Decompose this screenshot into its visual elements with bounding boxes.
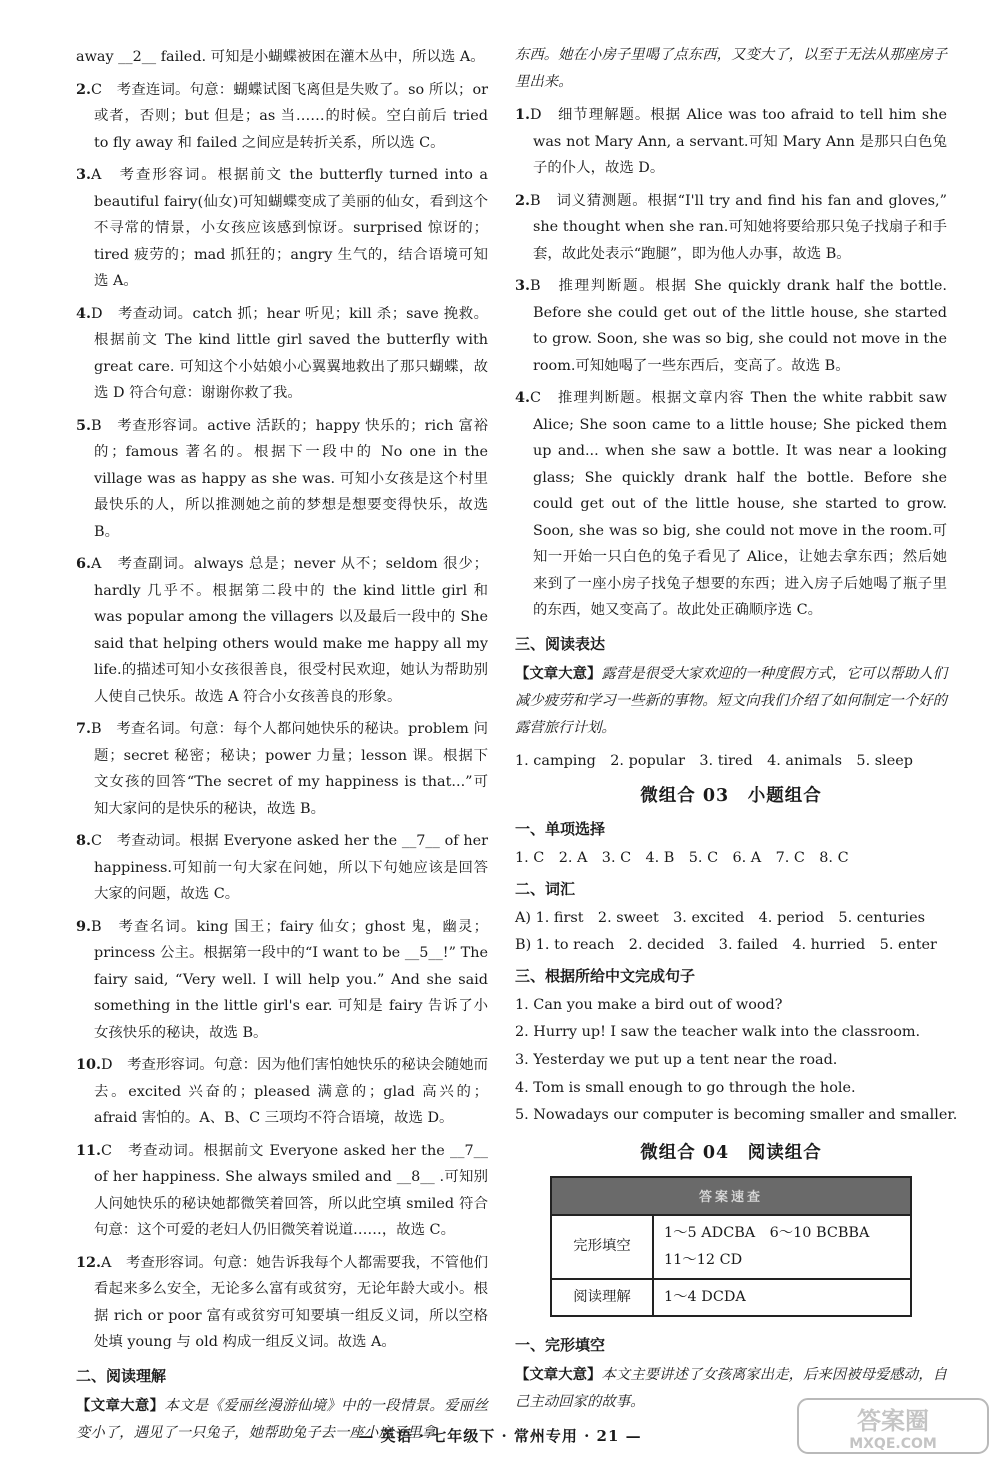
answer-item: [76, 301, 493, 407]
table-row-label: 阅读理解: [551, 1279, 653, 1316]
group-04-title: 微组合 04 阅读组合: [640, 1142, 822, 1163]
answer-number: 4.: [515, 389, 531, 406]
svg-text:答案圈: 答案圈: [857, 1407, 929, 1435]
answer-number: 10.: [76, 1056, 102, 1073]
section-heading-cloze: 一、完形填空: [515, 1335, 606, 1354]
answer-number: 6.: [76, 555, 92, 572]
answer-number: 12.: [76, 1253, 102, 1271]
answer-explanation: B 考查名词。句意：每个人都问她快乐的秘诀。problem 问题；secret 秘密；秘诀；power 力量；lesson 课。根据下文女孩的回答“The secret of my happiness is that...”可知大家问的是快乐的秘诀，故选 B。: [91, 721, 488, 817]
answer-explanation: D 考查形容词。句意：因为他们害怕她快乐的秘诀会随她而去。excited 兴奋的；pleased 满意的；glad 高兴的；afraid 害怕的。A、B、C 三项均不符合语境，故选 D。: [94, 1057, 488, 1126]
answer-explanation: D 细节理解题。根据 Alice was too afraid to tell him she was not Mary Ann, a servant.可知 Mary Ann 是那只白色兔子的仆人，故选 D。: [530, 107, 952, 176]
answer-number: 3.: [515, 277, 531, 294]
summary-label: 【文章大意】: [515, 664, 602, 682]
translation-answer-list: [515, 992, 958, 1130]
watermark-logo: [790, 1395, 995, 1457]
answer-explanation: C 考查动词。根据前文 Everyone asked her the __7__ of her happiness. She always smiled and __8__ .可知别人问她快乐的秘诀她都微笑着回答，所以此空填 smiled 符合句意：这个可爱的老妇人仍旧微笑着说道……，故选 C。: [94, 1142, 493, 1238]
section-heading-single-choice: 一、单项选择: [515, 820, 606, 839]
answer-number: 9.: [76, 917, 92, 935]
left-paragraph-intro: away __2__ failed. 可知是小蝴蝶被困在灌木丛中，所以选 A。: [76, 49, 485, 65]
article-summary-camping: [515, 660, 947, 742]
answer-item: [515, 102, 952, 182]
answer-item: [76, 1250, 488, 1356]
answer-explanation: B 推理判断题。根据 She quickly drank half the bottle. Before she could get out of the little house, she started to grow. Soon, she was so big, she could not move in the room.可知她喝了一些东西后，变高了。故选 B。: [530, 278, 952, 374]
answers-expression: 1. camping 2. popular 3. tired 4. animals 5. sleep: [515, 752, 913, 769]
answer-item: [515, 273, 952, 379]
svg-text:MXQE.COM: MXQE.COM: [849, 1436, 937, 1452]
table-header: 答案速查: [551, 1177, 911, 1215]
translation-answer: 3. Yesterday we put up a tent near the road.: [515, 1052, 838, 1069]
answers-vocabulary-b: B) 1. to reach 2. decided 3. failed 4. hurried 5. enter: [515, 937, 937, 954]
group-03-title: 微组合 03 小题组合: [640, 786, 822, 807]
answer-explanation: B 考查形容词。active 活跃的；happy 快乐的；rich 富裕的；famous 著名的。根据下一段中的 No one in the village was as happy as she was. 可知小女孩是这个村里最快乐的人，所以推测她之前的梦想是想要变得快乐，故选 B。: [91, 417, 493, 540]
summary-label: 【文章大意】: [515, 1365, 602, 1383]
answer-number: 2.: [515, 191, 531, 209]
section-heading-expression: 三、阅读表达: [515, 634, 606, 653]
answer-number: 2.: [76, 80, 92, 98]
right-answer-list: [515, 102, 952, 624]
summary-text: 本文是《爱丽丝漫游仙境》中的一段情景。爱丽丝变小了，遇见了一只兔子，她帮助兔子去一座小房子里拿: [76, 1397, 488, 1441]
answer-number: 11.: [76, 1141, 102, 1159]
translation-answer: 2. Hurry up! I saw the teacher walk into the classroom.: [515, 1024, 921, 1041]
section-heading-translation: 三、根据所给中文完成句子: [515, 966, 696, 985]
answer-number: 8.: [76, 832, 92, 849]
answers-vocabulary-a: A) 1. first 2. sweet 3. excited 4. period 5. centuries: [515, 909, 925, 926]
table-row: [551, 1215, 911, 1279]
answer-explanation: C 考查连词。句意：蝴蝶试图飞离但是失败了。so 所以；or或者，否则；but 但是；as 当……的时候。空白前后 tried to fly away 和 failed 之间应是转折关系，所以选 C。: [91, 81, 493, 151]
answer-item: [76, 77, 493, 157]
answer-explanation: C 考查动词。根据 Everyone asked her the __7__ of her happiness.可知前一句大家在问她，所以下句她应该是回答大家的问题，故选 C。: [91, 833, 493, 902]
answer-number: 7.: [76, 720, 92, 737]
answer-item: [515, 385, 952, 624]
answer-item: [76, 828, 493, 908]
answer-explanation: A 考查形容词。句意：她告诉我每个人都需要我，不管他们看起来多么安全，无论多么富有或贫穷，无论年龄大或小。根据 rich or poor 富有或贫穷可知要填一组反义词，所以空格处填 young 与 old 构成一组反义词。故选 A。: [94, 1254, 488, 1350]
answer-explanation: D 考查动词。catch 抓；hear 听见；kill 杀；save 挽救。根据前文 The kind little girl saved the butterfly with great care. 可知这个小姑娘小心翼翼地救出了那只蝴蝶，故选 D 符合句意：谢谢你救了我。: [91, 305, 493, 401]
answer-item: [76, 914, 493, 1047]
answers-single-choice: 1. C 2. A 3. C 4. B 5. C 6. A 7. C 8. C: [515, 850, 849, 867]
summary-text: 露营是很受大家欢迎的一种度假方式，它可以帮助人们减少疲劳和学习一些新的事物。短文向我们介绍了如何制定一个好的露营旅行计划。: [515, 665, 947, 736]
translation-answer: 4. Tom is small enough to go through the hole.: [515, 1079, 856, 1096]
table-row-label: 完形填空: [551, 1215, 653, 1279]
answer-item: [76, 716, 488, 822]
answer-number: 4.: [76, 304, 92, 322]
left-column: [76, 44, 493, 1453]
answer-explanation: A 考查形容词。根据前文 the butterfly turned into a beautiful fairy(仙女)可知蝴蝶变成了美丽的仙女，看到这个不寻常的情景，小女孩应该感到惊讶。surprised 惊讶的；tired 疲劳的；mad 抓狂的；angry 生气的，结合语境可知选 A。: [91, 167, 493, 289]
answer-explanation: B 考查名词。king 国王；fairy 仙女；ghost 鬼，幽灵；princess 公主。根据第一段中的“I want to be __5__!” The fairy said, “Very well. I will help you.” And she said something in the little girl's ear. 可知是 fairy 告诉了小女孩快乐的秘诀，故选 B。: [91, 918, 493, 1041]
answer-number: 3.: [76, 166, 92, 183]
answer-quick-check-table: [550, 1176, 912, 1317]
answer-item: [515, 188, 952, 268]
answer-number: 1.: [515, 106, 531, 123]
answer-number: 5.: [76, 416, 92, 434]
answer-item: [76, 551, 493, 710]
page-footer: — 英语 · 七年级下 · 常州专用 · 21 —: [358, 1427, 642, 1445]
answer-item: [76, 1138, 493, 1244]
section-heading-vocabulary: 二、词汇: [515, 879, 576, 898]
right-column: [515, 44, 958, 1422]
translation-answer: 1. Can you make a bird out of wood?: [515, 996, 783, 1013]
section-heading-reading: 二、阅读理解: [76, 1366, 167, 1385]
answer-explanation: C 推理判断题。根据文章内容 Then the white rabbit saw Alice; She soon came to a little house; She picked them up and... when she saw a bottle. It was near a looking glass; She quickly drank half the bottle. Before she could get out of the little house, she started to grow. Soon, she was so big, she could not move in the room.可知一开始一只白色的兔子看见了 Alice，让她去拿东西；然后她来到了一座小房子找兔子想要的东西；进入房子后她喝了瓶子里的东西，她又变高了。故此处正确顺序选 C。: [530, 390, 952, 618]
table-row-value: 1～4 DCDA: [653, 1279, 911, 1316]
summary-continuation: 东西。她在小房子里喝了点东西，又变大了，以至于无法从那座房子里出来。: [515, 47, 947, 90]
summary-label: 【文章大意】: [76, 1396, 165, 1414]
summary-text: 本文主要讲述了女孩离家出走，后来因被母爱感动，自己主动回家的故事。: [515, 1366, 947, 1410]
answer-item: [76, 413, 493, 546]
translation-answer: 5. Nowadays our computer is becoming smaller and smaller.: [515, 1107, 958, 1124]
table-row-value: 1～5 ADCBA 6～10 BCBBA 11～12 CD: [653, 1215, 911, 1279]
answer-explanation: A 考查副词。always 总是；never 从不；seldom 很少；hardly 几乎不。根据第二段中的 the kind little girl 和 was popular among the villagers 以及最后一段中的 She said that helping others would make me happy all my life.的描述可知小女孩很善良，很受村民欢迎，她认为帮助别人使自己快乐。故选 A 符合小女孩善良的形象。: [91, 556, 493, 705]
answer-item: [76, 1052, 488, 1132]
answer-item: [76, 162, 493, 295]
table-row: [551, 1279, 911, 1316]
left-answer-list: [76, 77, 493, 1356]
answer-explanation: B 词义猜测题。根据“I'll try and find his fan and gloves,” she thought when she ran.可知她将要给那只兔子找扇子和手套，故此处表示“跑腿”，即为他人办事，故选 B。: [530, 192, 952, 262]
